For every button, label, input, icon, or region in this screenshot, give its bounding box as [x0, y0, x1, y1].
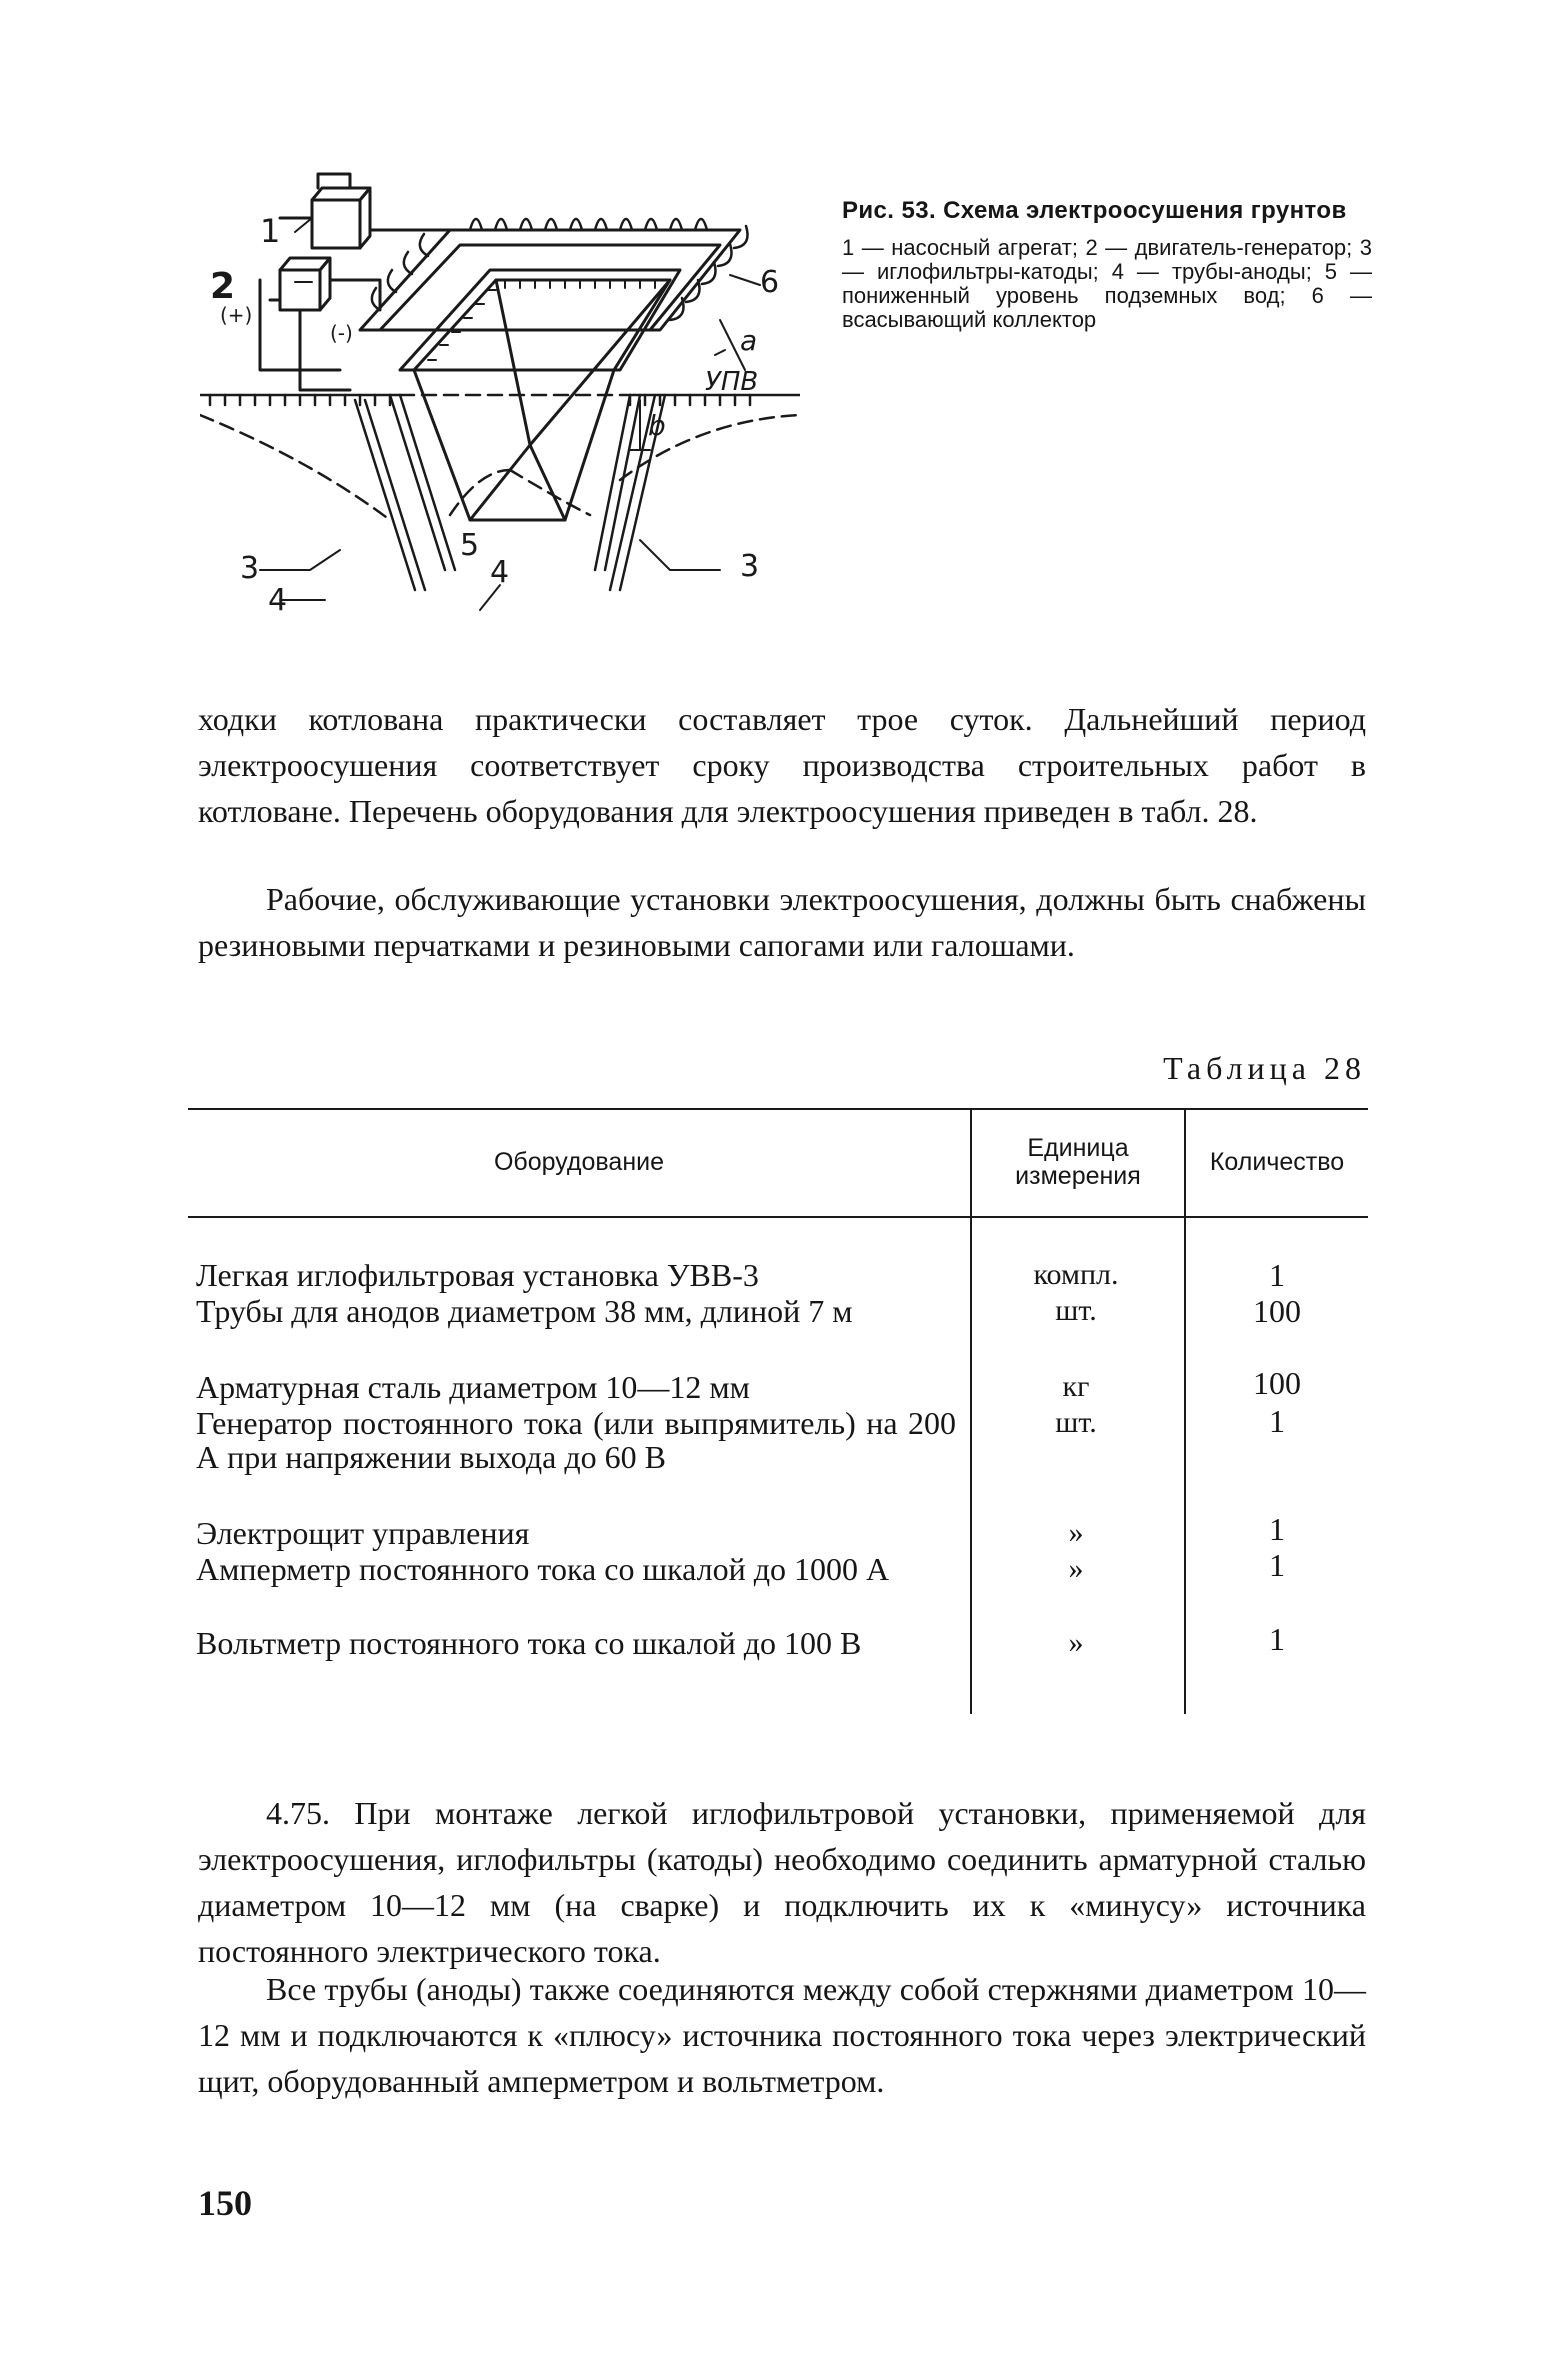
- row-qty: 100: [1253, 1293, 1301, 1329]
- row-name: Амперметр постоянного тока со шкалой до 1000 А: [196, 1551, 890, 1587]
- paragraph-1: ходки котлована практически составляет трое суток. Дальнейший период электроосушения соответствует сроку производства строительных работ в котловане. Перечень оборудования для электроосушения приведен в табл. 28.: [198, 701, 1366, 829]
- paragraph-3: 4.75. При монтаже легкой иглофильтровой установки, применяемой для электроосушения, иглофильтры (катоды) необходимо соединить арматурной сталью диаметром 10—12 мм (на сварке) и подключить их к «минусу» источника постоянного электрического тока.: [198, 1795, 1366, 1969]
- equipment-table: [188, 1108, 1368, 1714]
- header-equipment: Оборудование: [493, 1148, 665, 1176]
- table-caption: Таблица 28: [1163, 1050, 1366, 1086]
- leader-lines: [260, 218, 760, 610]
- row-name: Трубы для анодов диаметром 38 мм, длиной 7 м: [196, 1293, 853, 1329]
- paragraph-4: Все трубы (аноды) также соединяются между собой стержнями диаметром 10—12 мм и подключаются к «плюсу» источника постоянного тока через электрический щит, оборудованный амперметром и вольтметром.: [198, 1971, 1366, 2099]
- pump-unit: [280, 174, 370, 248]
- figure-caption-legend: 1 — насосный агрегат; 2 — двигатель-генератор; 3 — иглофильтры-катоды; 4 — трубы-аноды; 5 — пониженный уровень подземных вод; 6 — всасывающий коллектор: [842, 235, 1372, 332]
- row-name: Легкая иглофильтровая установка УВВ-3: [196, 1257, 759, 1293]
- table-rule-header: [188, 1216, 1368, 1218]
- row-qty: 1: [1269, 1511, 1285, 1547]
- fig-label-plus: (+): [220, 303, 253, 327]
- row-name: Электрощит управления: [196, 1515, 530, 1551]
- header-unit-line2: измерения: [1015, 1162, 1141, 1190]
- fig-label-5: 5: [460, 528, 480, 563]
- fig-label-a: a: [740, 324, 758, 357]
- row-unit: компл.: [1033, 1258, 1119, 1291]
- generator-unit: [270, 258, 330, 310]
- fig-label-6: 6: [760, 265, 780, 300]
- fig-label-2: 2: [210, 266, 236, 307]
- fig-label-3-right: 3: [740, 549, 760, 584]
- figure-caption-title: Рис. 53. Схема электроосушения грунтов: [842, 197, 1347, 224]
- paragraph-2: Рабочие, обслуживающие установки электроосушения, должны быть снабжены резиновыми перчатками и резиновыми сапогами или галошами.: [198, 881, 1366, 963]
- fig-label-1: 1: [260, 212, 281, 250]
- figure-caption: [842, 198, 1372, 332]
- fig-label-4-mid: 4: [490, 555, 510, 590]
- fig-label-b: b: [648, 409, 666, 442]
- pipes: [355, 395, 665, 590]
- header-quantity: Количество: [1209, 1148, 1345, 1176]
- row-unit: шт.: [1055, 1294, 1097, 1327]
- page-number: 150: [198, 2183, 252, 2223]
- fig-label-minus: (-): [330, 321, 353, 345]
- row-name: Генератор постоянного тока (или выпрямитель) на 200 А при напряжении выхода до 60 В: [196, 1405, 956, 1475]
- figure-electrodrying-scheme: [200, 170, 800, 640]
- row-qty: 1: [1269, 1403, 1285, 1439]
- row-qty: 1: [1269, 1257, 1285, 1293]
- row-qty: 100: [1253, 1365, 1301, 1401]
- row-unit: шт.: [1055, 1406, 1097, 1439]
- row-unit: »: [1068, 1626, 1084, 1659]
- row-name: Арматурная сталь диаметром 10—12 мм: [196, 1369, 750, 1405]
- row-qty: 1: [1269, 1547, 1285, 1583]
- header-unit: [972, 1108, 1184, 1216]
- header-unit-line1: Единица: [1027, 1134, 1129, 1162]
- fig-label-upv: УПВ: [705, 367, 759, 397]
- row-qty: 1: [1269, 1621, 1285, 1657]
- row-name: Вольтметр постоянного тока со шкалой до 100 В: [196, 1625, 862, 1661]
- row-unit: кг: [1062, 1370, 1090, 1403]
- row-unit: »: [1068, 1552, 1084, 1585]
- fig-label-3-left: 3: [240, 551, 260, 586]
- row-unit: »: [1068, 1516, 1084, 1549]
- pit-hatching: [428, 280, 655, 360]
- fig-label-4-left: 4: [268, 583, 288, 618]
- groundwater-level: [200, 395, 800, 520]
